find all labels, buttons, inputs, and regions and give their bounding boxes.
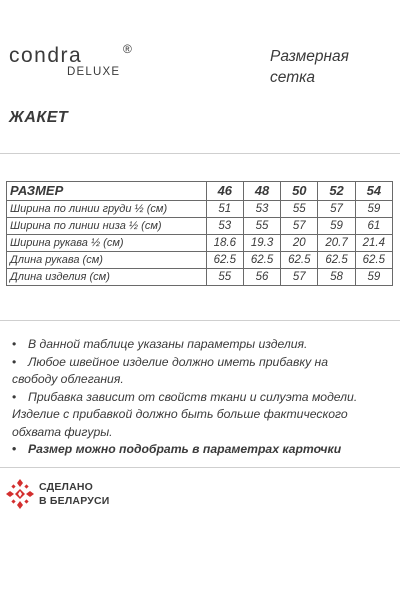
brand-name: condra	[9, 44, 83, 67]
size-chart-heading-line2: сетка	[270, 69, 316, 86]
note-continuation: свободу облегания.	[12, 372, 124, 386]
table-cell: 19.3	[243, 235, 280, 252]
table-cell: 59	[318, 218, 355, 235]
size-table-header-row	[7, 182, 393, 201]
note-text: Любое швейное изделие должно иметь прибавку на	[28, 354, 329, 369]
divider-top	[0, 153, 400, 154]
table-cell: 62.5	[281, 252, 318, 269]
row-label: Ширина по линии низа ½ (см)	[7, 218, 207, 235]
table-row	[7, 252, 393, 269]
table-cell: 55	[243, 218, 280, 235]
table-cell: 57	[281, 218, 318, 235]
table-cell: 20.7	[318, 235, 355, 252]
table-cell: 20	[281, 235, 318, 252]
table-cell: 55	[206, 269, 243, 286]
note-item	[12, 336, 382, 354]
note-item	[12, 441, 382, 459]
bullet-icon: •	[12, 442, 17, 456]
table-cell: 57	[318, 201, 355, 218]
table-row	[7, 218, 393, 235]
size-header-label: РАЗМЕР	[7, 182, 207, 201]
note-text: Размер можно подобрать в параметрах карточки	[28, 442, 342, 456]
badge-line1: СДЕЛАНО	[39, 481, 94, 493]
notes-list	[12, 336, 382, 459]
table-cell: 56	[243, 269, 280, 286]
table-cell: 61	[355, 218, 392, 235]
size-chart-heading	[270, 46, 349, 88]
note-text: Прибавка зависит от свойств ткани и силуэта модели.	[28, 389, 358, 404]
note-continuation: обхвата фигуры.	[12, 424, 113, 439]
row-label: Длина изделия (см)	[7, 269, 207, 286]
size-header-46: 46	[206, 182, 243, 201]
bullet-icon: •	[12, 354, 17, 369]
note-text: В данной таблице указаны параметры изделия.	[28, 337, 308, 351]
made-in-belarus-badge	[6, 477, 126, 513]
table-row	[7, 269, 393, 286]
note-item	[12, 389, 382, 407]
table-cell: 51	[206, 201, 243, 218]
table-cell: 59	[355, 269, 392, 286]
size-header-48: 48	[243, 182, 280, 201]
table-cell: 58	[318, 269, 355, 286]
row-label: Ширина рукава ½ (см)	[7, 235, 207, 252]
divider-bottom	[0, 467, 400, 468]
row-label: Ширина по линии груди ½ (см)	[7, 201, 207, 218]
size-table	[6, 181, 393, 286]
table-cell: 53	[243, 201, 280, 218]
table-cell: 62.5	[355, 252, 392, 269]
note-item	[12, 354, 382, 372]
size-header-54: 54	[355, 182, 392, 201]
size-header-50: 50	[281, 182, 318, 201]
divider-middle	[0, 320, 400, 321]
size-header-52: 52	[318, 182, 355, 201]
brand-logo	[9, 44, 137, 84]
row-label: Длина рукава (см)	[7, 252, 207, 269]
badge-line2: В БЕЛАРУСИ	[39, 495, 110, 507]
table-cell: 62.5	[243, 252, 280, 269]
brand-subline: DELUXE	[67, 66, 121, 78]
badge-text	[39, 480, 110, 508]
table-cell: 59	[355, 201, 392, 218]
product-title: ЖАКЕТ	[9, 109, 69, 126]
table-cell: 62.5	[206, 252, 243, 269]
table-cell: 55	[281, 201, 318, 218]
bullet-icon: •	[12, 337, 17, 351]
table-cell: 57	[281, 269, 318, 286]
registered-mark: ®	[123, 42, 132, 56]
table-cell: 62.5	[318, 252, 355, 269]
bullet-icon: •	[12, 389, 17, 404]
table-row	[7, 235, 393, 252]
ornament-icon	[6, 479, 34, 509]
note-continuation: Изделие с прибавкой должно быть больше фактического	[12, 407, 348, 421]
size-chart-heading-line1: Размерная	[270, 48, 349, 65]
table-cell: 18.6	[206, 235, 243, 252]
table-cell: 21.4	[355, 235, 392, 252]
table-cell: 53	[206, 218, 243, 235]
table-row	[7, 201, 393, 218]
